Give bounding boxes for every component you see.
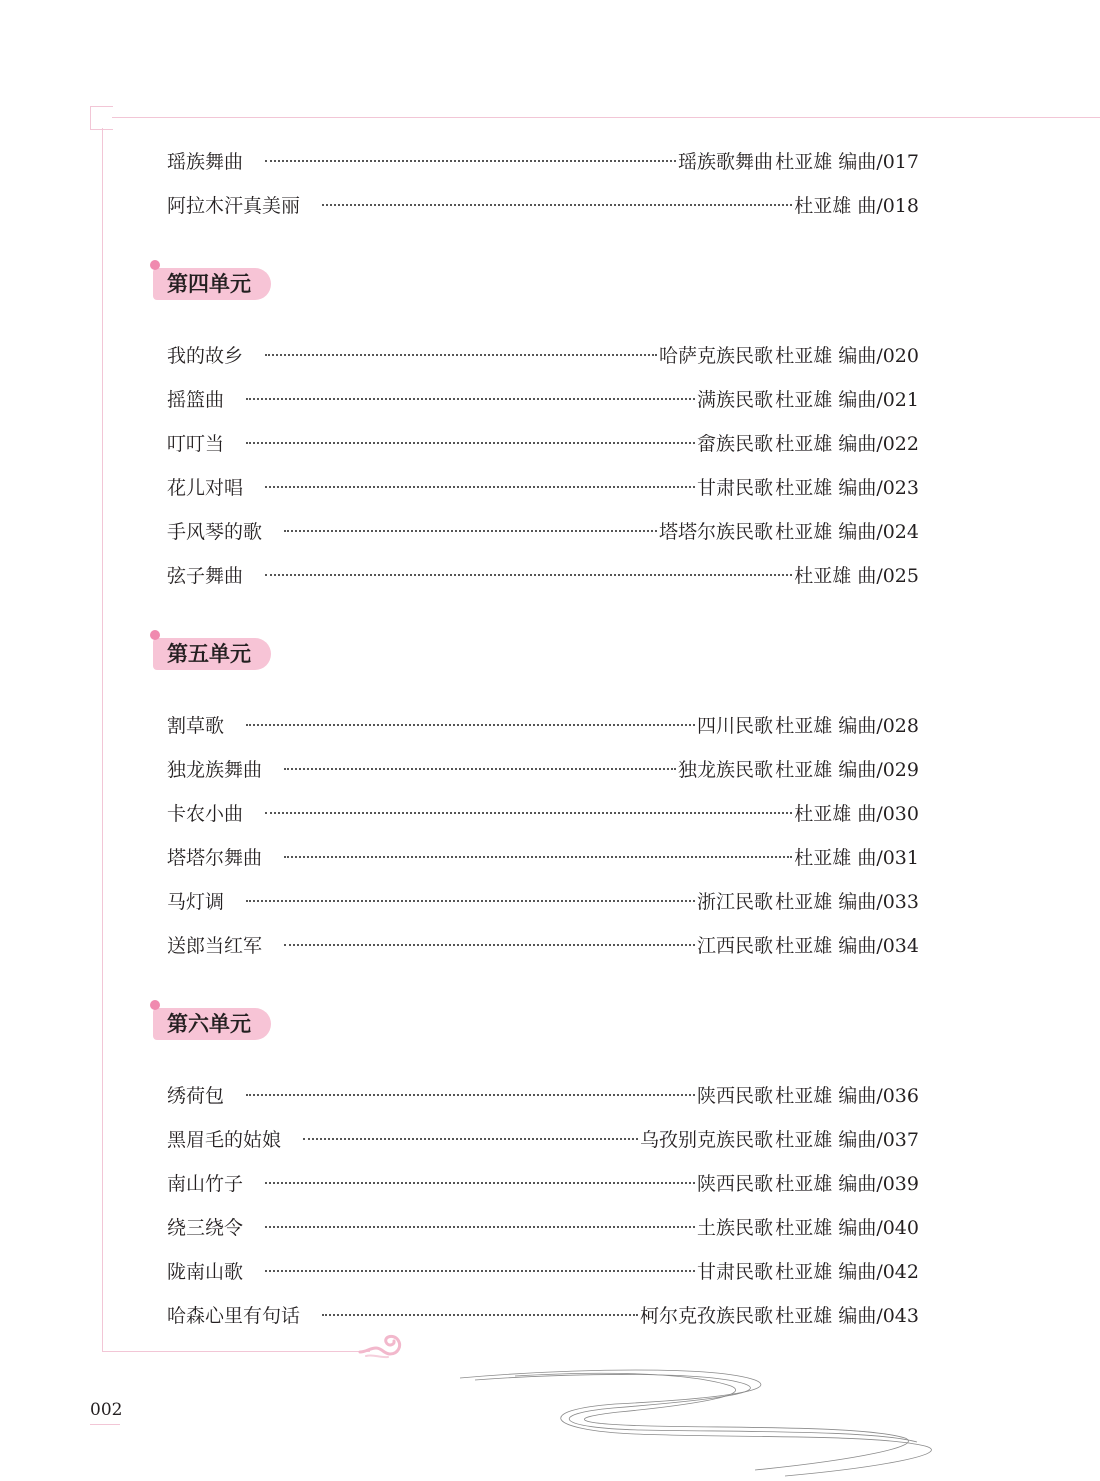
dot-leader bbox=[265, 1270, 695, 1272]
frame-bottom-rule bbox=[102, 1351, 370, 1352]
song-title: 弦子舞曲 bbox=[167, 565, 244, 587]
dot-leader bbox=[265, 1226, 695, 1228]
song-credit: 杜亚雄 编曲/022 bbox=[775, 433, 919, 455]
song-origin: 独龙族民歌 bbox=[677, 759, 773, 781]
dot-leader bbox=[265, 160, 676, 162]
dot-leader bbox=[284, 768, 676, 770]
song-credit: 杜亚雄 编曲/036 bbox=[775, 1085, 919, 1107]
toc-entry[interactable] bbox=[167, 924, 919, 968]
dot-leader bbox=[265, 354, 657, 356]
song-origin: 浙江民歌 bbox=[696, 891, 773, 913]
song-origin: 陕西民歌 bbox=[696, 1085, 773, 1107]
toc-entry[interactable] bbox=[167, 748, 919, 792]
dot-leader bbox=[322, 1314, 638, 1316]
song-origin: 柯尔克孜族民歌 bbox=[639, 1305, 773, 1327]
song-credit: 杜亚雄 编曲/028 bbox=[775, 715, 919, 737]
toc-entry[interactable] bbox=[167, 836, 919, 880]
song-origin: 土族民歌 bbox=[696, 1217, 773, 1239]
song-credit: 杜亚雄 编曲/024 bbox=[775, 521, 919, 543]
dot-leader bbox=[265, 812, 792, 814]
song-credit: 杜亚雄 编曲/023 bbox=[775, 477, 919, 499]
unit-heading-5 bbox=[153, 632, 919, 676]
song-title: 卡农小曲 bbox=[167, 803, 244, 825]
toc-entry[interactable] bbox=[167, 554, 919, 598]
toc-entry[interactable] bbox=[167, 334, 919, 378]
song-title: 叮叮当 bbox=[167, 433, 225, 455]
song-origin: 甘肃民歌 bbox=[696, 1261, 773, 1283]
song-origin: 瑶族歌舞曲 bbox=[677, 151, 773, 173]
song-title: 送郎当红军 bbox=[167, 935, 263, 957]
song-credit: 杜亚雄 编曲/034 bbox=[775, 935, 919, 957]
frame-left-rule bbox=[102, 128, 103, 1351]
dot-leader bbox=[265, 1182, 695, 1184]
unit-title: 第五单元 bbox=[167, 641, 251, 666]
song-title: 瑶族舞曲 bbox=[167, 151, 244, 173]
song-credit: 杜亚雄 编曲/029 bbox=[775, 759, 919, 781]
frame-top-rule bbox=[112, 117, 1100, 118]
song-title: 割草歌 bbox=[167, 715, 225, 737]
song-credit: 杜亚雄 编曲/033 bbox=[775, 891, 919, 913]
unit-continued bbox=[167, 140, 919, 228]
song-credit: 杜亚雄 编曲/020 bbox=[775, 345, 919, 367]
page-number-underline bbox=[90, 1424, 120, 1425]
song-origin: 满族民歌 bbox=[696, 389, 773, 411]
dot-leader bbox=[284, 530, 657, 532]
song-origin: 四川民歌 bbox=[696, 715, 773, 737]
song-title: 哈森心里有句话 bbox=[167, 1305, 301, 1327]
dot-leader bbox=[246, 724, 695, 726]
song-origin: 江西民歌 bbox=[696, 935, 773, 957]
frame-corner-ornament bbox=[90, 106, 113, 130]
song-credit: 杜亚雄 曲/018 bbox=[794, 195, 919, 217]
unit-6-entries bbox=[167, 1074, 919, 1338]
song-title: 绕三绕令 bbox=[167, 1217, 244, 1239]
toc-entry[interactable] bbox=[167, 1074, 919, 1118]
unit-4-entries bbox=[167, 334, 919, 598]
song-credit: 杜亚雄 编曲/040 bbox=[775, 1217, 919, 1239]
song-title: 塔塔尔舞曲 bbox=[167, 847, 263, 869]
heading-dot bbox=[150, 260, 160, 270]
toc-entry[interactable] bbox=[167, 1250, 919, 1294]
song-credit: 杜亚雄 曲/025 bbox=[794, 565, 919, 587]
table-of-contents bbox=[167, 140, 919, 1338]
toc-entry[interactable] bbox=[167, 378, 919, 422]
dot-leader bbox=[284, 856, 792, 858]
dot-leader bbox=[246, 398, 695, 400]
heading-dot bbox=[150, 1000, 160, 1010]
song-credit: 杜亚雄 曲/031 bbox=[794, 847, 919, 869]
song-title: 花儿对唱 bbox=[167, 477, 244, 499]
unit-heading-6 bbox=[153, 1002, 919, 1046]
toc-entry[interactable] bbox=[167, 184, 919, 228]
song-credit: 杜亚雄 编曲/021 bbox=[775, 389, 919, 411]
dot-leader bbox=[246, 900, 695, 902]
toc-entry[interactable] bbox=[167, 1118, 919, 1162]
song-origin: 畲族民歌 bbox=[696, 433, 773, 455]
song-origin: 哈萨克族民歌 bbox=[658, 345, 773, 367]
song-title: 摇篮曲 bbox=[167, 389, 225, 411]
song-credit: 杜亚雄 曲/030 bbox=[794, 803, 919, 825]
song-credit: 杜亚雄 编曲/039 bbox=[775, 1173, 919, 1195]
song-title: 绣荷包 bbox=[167, 1085, 225, 1107]
unit-5-entries bbox=[167, 704, 919, 968]
toc-entry[interactable] bbox=[167, 1294, 919, 1338]
toc-entry[interactable] bbox=[167, 704, 919, 748]
toc-entry[interactable] bbox=[167, 792, 919, 836]
song-credit: 杜亚雄 编曲/017 bbox=[775, 151, 919, 173]
song-origin: 陕西民歌 bbox=[696, 1173, 773, 1195]
dot-leader bbox=[265, 486, 695, 488]
heading-dot bbox=[150, 630, 160, 640]
toc-entry[interactable] bbox=[167, 466, 919, 510]
song-title: 南山竹子 bbox=[167, 1173, 244, 1195]
page-number: 002 bbox=[90, 1400, 123, 1420]
song-origin: 塔塔尔族民歌 bbox=[658, 521, 773, 543]
song-title: 陇南山歌 bbox=[167, 1261, 244, 1283]
dot-leader bbox=[284, 944, 695, 946]
toc-entry[interactable] bbox=[167, 140, 919, 184]
unit-heading-4 bbox=[153, 262, 919, 306]
song-credit: 杜亚雄 编曲/042 bbox=[775, 1261, 919, 1283]
song-credit: 杜亚雄 编曲/037 bbox=[775, 1129, 919, 1151]
song-title: 独龙族舞曲 bbox=[167, 759, 263, 781]
decorative-wave-lines bbox=[455, 1360, 955, 1481]
song-title: 马灯调 bbox=[167, 891, 225, 913]
song-title: 我的故乡 bbox=[167, 345, 244, 367]
dot-leader bbox=[303, 1138, 638, 1140]
song-origin: 乌孜别克族民歌 bbox=[639, 1129, 773, 1151]
dot-leader bbox=[265, 574, 792, 576]
toc-entry[interactable] bbox=[167, 422, 919, 466]
unit-title: 第六单元 bbox=[167, 1011, 251, 1036]
toc-entry[interactable] bbox=[167, 1162, 919, 1206]
toc-entry[interactable] bbox=[167, 880, 919, 924]
toc-entry[interactable] bbox=[167, 1206, 919, 1250]
dot-leader bbox=[322, 204, 792, 206]
dot-leader bbox=[246, 442, 695, 444]
song-credit: 杜亚雄 编曲/043 bbox=[775, 1305, 919, 1327]
toc-entry[interactable] bbox=[167, 510, 919, 554]
song-origin: 甘肃民歌 bbox=[696, 477, 773, 499]
song-title: 黑眉毛的姑娘 bbox=[167, 1129, 282, 1151]
dot-leader bbox=[246, 1094, 695, 1096]
song-title: 阿拉木汗真美丽 bbox=[167, 195, 301, 217]
song-title: 手风琴的歌 bbox=[167, 521, 263, 543]
unit-title: 第四单元 bbox=[167, 271, 251, 296]
